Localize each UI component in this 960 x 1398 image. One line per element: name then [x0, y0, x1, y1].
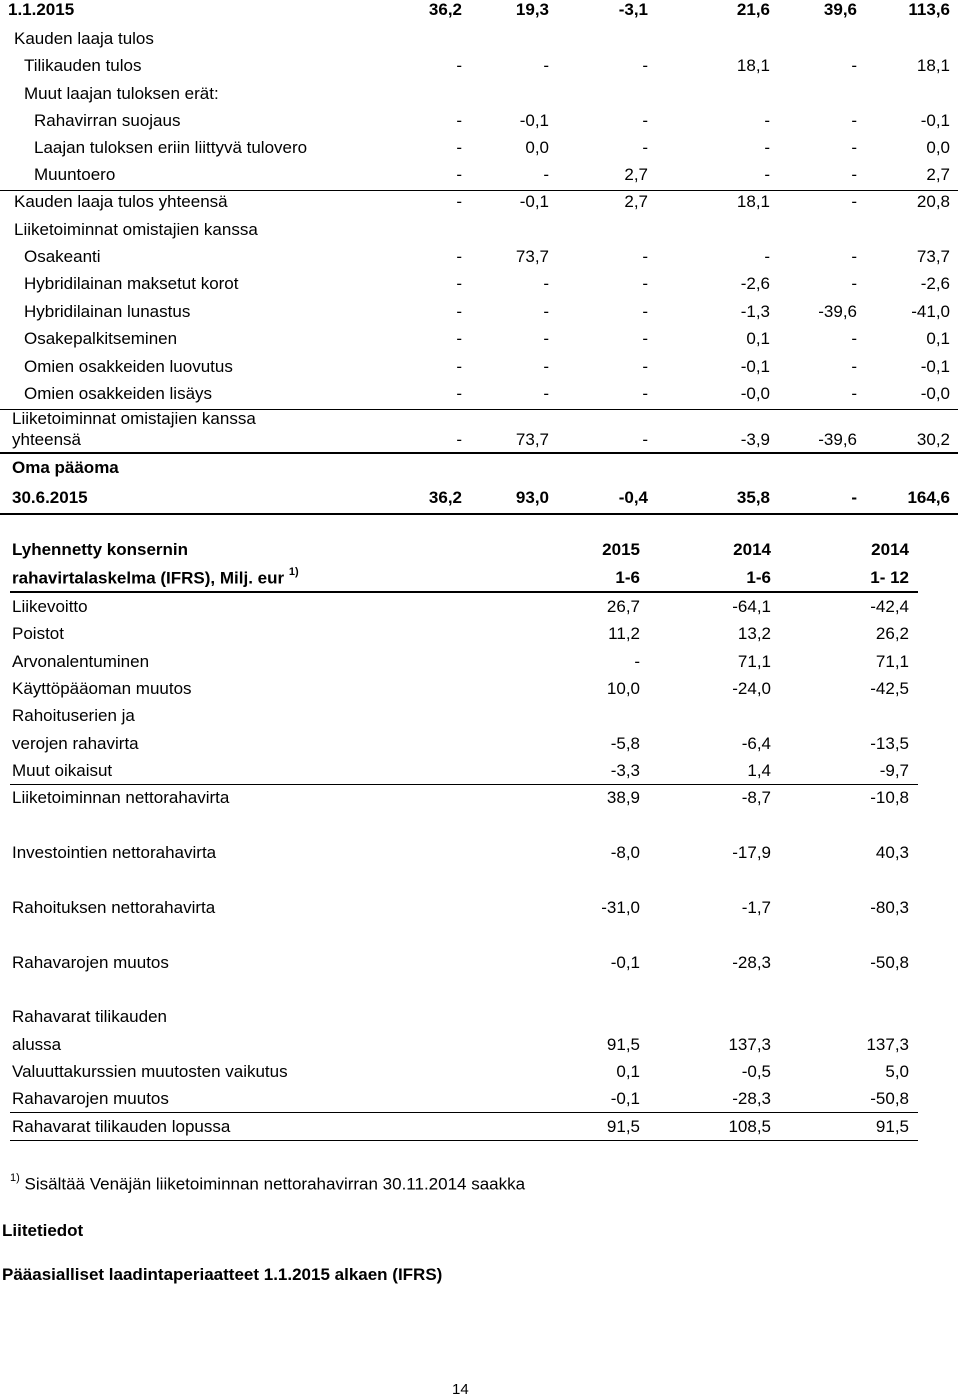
- page-number: 14: [452, 1381, 469, 1398]
- equity-cell-col-1: -: [456, 192, 462, 211]
- cashflow-cell-col-1: -8,0: [610, 843, 640, 862]
- equity-row: [0, 272, 958, 299]
- equity-row: [0, 136, 958, 163]
- equity-cell-col-6: 113,6: [908, 0, 950, 19]
- equity-row: [0, 355, 958, 382]
- cashflow-cell-col-1: -0,1: [610, 1089, 640, 1108]
- cashflow-cell-col-2: -8,7: [741, 788, 771, 807]
- equity-end-row: [0, 486, 958, 515]
- equity-cell-col-6: 164,6: [907, 488, 950, 507]
- equity-cell-col-2: -0,1: [519, 111, 549, 130]
- cashflow-cell-col-2: 1,4: [747, 761, 771, 780]
- cashflow-spacer-row: [10, 812, 918, 839]
- cashflow-row: [10, 757, 918, 785]
- cashflow-row: [10, 784, 918, 811]
- cashflow-cell-col-3: -42,4: [870, 597, 909, 616]
- cashflow-cell-col-1: 11,2: [608, 624, 640, 643]
- equity-row-label: Muuntoero: [34, 165, 116, 184]
- equity-label: Oma pääoma: [12, 458, 119, 477]
- cashflow-cell-col-2: 137,3: [728, 1035, 771, 1054]
- equity-cell-col-3: -: [642, 274, 648, 293]
- equity-cell-col-4: -: [764, 247, 770, 266]
- cashflow-cell-col-2: -28,3: [732, 953, 771, 972]
- cashflow-row-label: Liiketoiminnan nettorahavirta: [12, 788, 230, 807]
- equity-cell-col-6: 2,7: [926, 165, 950, 184]
- cashflow-cell-col-3: -10,8: [870, 788, 909, 807]
- cashflow-period-col-1: 1-6: [615, 568, 640, 587]
- cashflow-cell-col-3: -13,5: [870, 734, 909, 753]
- equity-row-label: Hybridilainan maksetut korot: [24, 274, 239, 293]
- cashflow-cell-col-2: 13,2: [737, 624, 771, 643]
- equity-cell-col-5: -: [851, 111, 857, 130]
- equity-cell-col-2: -0,1: [519, 192, 549, 211]
- equity-cell-col-4: -3,9: [740, 430, 770, 449]
- equity-row-label: Tilikauden tulos: [24, 56, 142, 75]
- equity-cell-col-3: -3,1: [618, 0, 648, 19]
- equity-cell-col-5: -: [851, 165, 857, 184]
- cashflow-row-label: Rahoituserien ja: [12, 706, 135, 725]
- equity-row-label: Omien osakkeiden lisäys: [24, 384, 213, 403]
- equity-cell-col-4: -0,1: [740, 357, 770, 376]
- equity-cell-col-2: -: [543, 329, 549, 348]
- equity-row: [0, 218, 958, 245]
- equity-cell-col-3: -0,4: [618, 488, 648, 507]
- cashflow-row-label: Rahavarojen muutos: [12, 1089, 169, 1108]
- cashflow-cell-col-2: 71,1: [737, 652, 771, 671]
- cashflow-cell-col-3: -42,5: [870, 679, 909, 698]
- equity-cell-col-3: -: [642, 111, 648, 130]
- equity-cell-col-4: 21,6: [736, 0, 770, 19]
- equity-cell-col-1: -: [456, 357, 462, 376]
- cashflow-cell-col-1: 0,1: [616, 1062, 640, 1081]
- equity-row: [0, 82, 958, 109]
- cashflow-row-label: Poistot: [12, 624, 64, 643]
- cashflow-row-label: Rahoituksen nettorahavirta: [12, 898, 216, 917]
- cashflow-row-label: Valuuttakurssien muutosten vaikutus: [12, 1062, 288, 1081]
- equity-cell-col-4: 18,1: [736, 56, 770, 75]
- cashflow-row-label: Rahavarat tilikauden: [12, 1007, 167, 1026]
- equity-cell-col-5: -: [851, 329, 857, 348]
- cashflow-cell-col-1: 26,7: [606, 597, 640, 616]
- equity-cell-col-6: 18,1: [916, 56, 950, 75]
- equity-total-label-line2: yhteensä: [12, 430, 81, 449]
- cashflow-cell-col-1: -3,3: [610, 761, 640, 780]
- equity-cell-col-5: -: [851, 488, 857, 507]
- equity-cell-col-3: -: [642, 357, 648, 376]
- equity-cell-col-3: 2,7: [624, 165, 648, 184]
- equity-total-label-line1: Liiketoiminnat omistajien kanssa: [12, 409, 256, 428]
- cashflow-row: [10, 949, 918, 976]
- cashflow-cell-col-2: -24,0: [732, 679, 771, 698]
- cashflow-row: [10, 648, 918, 675]
- cashflow-cell-col-2: -64,1: [732, 597, 771, 616]
- equity-row: [0, 0, 958, 20]
- equity-cell-col-4: -0,0: [740, 384, 770, 403]
- equity-cell-col-2: -: [543, 56, 549, 75]
- equity-cell-col-4: 35,8: [736, 488, 770, 507]
- cashflow-spacer-row: [10, 867, 918, 894]
- cashflow-cell-col-3: 91,5: [875, 1117, 909, 1136]
- equity-cell-col-6: -0,0: [920, 384, 950, 403]
- cashflow-cell-col-1: -: [634, 652, 640, 671]
- equity-row: [0, 382, 958, 410]
- cashflow-cell-col-2: -17,9: [732, 843, 771, 862]
- cashflow-cell-col-1: 91,5: [606, 1117, 640, 1136]
- equity-cell-col-2: 93,0: [515, 488, 549, 507]
- cashflow-cell-col-3: 137,3: [866, 1035, 909, 1054]
- equity-cell-col-3: -: [642, 302, 648, 321]
- cashflow-cell-col-3: -50,8: [870, 953, 909, 972]
- equity-cell-col-6: 73,7: [916, 247, 950, 266]
- cashflow-row: [10, 839, 918, 866]
- cashflow-row: [10, 730, 918, 757]
- cashflow-cell-col-3: 5,0: [885, 1062, 909, 1081]
- equity-cell-col-6: -2,6: [920, 274, 950, 293]
- equity-cell-col-3: -: [642, 430, 648, 449]
- cashflow-row: [10, 1085, 918, 1113]
- equity-cell-col-6: -0,1: [920, 111, 950, 130]
- cashflow-period-col-2: 1-6: [746, 568, 771, 587]
- equity-cell-col-1: 36,2: [428, 488, 462, 507]
- equity-cell-col-5: -: [851, 357, 857, 376]
- cashflow-period-col-3: 1- 12: [870, 568, 909, 587]
- cashflow-row-label: Rahavarojen muutos: [12, 953, 169, 972]
- cashflow-row-label: Investointien nettorahavirta: [12, 843, 217, 862]
- equity-cell-col-2: -: [543, 384, 549, 403]
- equity-cell-col-5: -: [851, 274, 857, 293]
- cashflow-cell-col-1: 10,0: [606, 679, 640, 698]
- equity-cell-col-5: -39,6: [818, 302, 857, 321]
- equity-row: [0, 163, 958, 191]
- cashflow-row: [10, 894, 918, 921]
- equity-cell-col-3: -: [642, 384, 648, 403]
- cashflow-cell-col-1: -31,0: [601, 898, 640, 917]
- equity-cell-col-3: -: [642, 329, 648, 348]
- cashflow-spacer-row: [10, 921, 918, 948]
- equity-cell-col-2: 0,0: [525, 138, 549, 157]
- equity-cell-col-4: -: [764, 111, 770, 130]
- cashflow-year-col-3: 2014: [871, 540, 909, 559]
- equity-cell-col-5: -: [851, 247, 857, 266]
- equity-row-label: Osakepalkitseminen: [24, 329, 178, 348]
- equity-cell-col-1: -: [456, 56, 462, 75]
- equity-cell-col-1: -: [456, 430, 462, 449]
- equity-row-label: Hybridilainan lunastus: [24, 302, 191, 321]
- equity-cell-col-4: 0,1: [746, 329, 770, 348]
- equity-cell-col-2: -: [543, 274, 549, 293]
- cashflow-cell-col-2: -1,7: [741, 898, 771, 917]
- cashflow-cell-col-3: -50,8: [870, 1089, 909, 1108]
- equity-cell-col-1: -: [456, 384, 462, 403]
- equity-cell-col-1: -: [456, 138, 462, 157]
- cashflow-cell-col-3: 71,1: [875, 652, 909, 671]
- footnote-text: Sisältää Venäjän liiketoiminnan nettorahavirran 30.11.2014 saakka: [24, 1174, 526, 1194]
- cashflow-title-text: rahavirtalaskelma (IFRS), Milj. eur: [12, 568, 285, 588]
- equity-row-label: Kauden laaja tulos yhteensä: [14, 192, 228, 211]
- cashflow-row: [10, 1031, 918, 1058]
- equity-cell-col-1: -: [456, 165, 462, 184]
- equity-row-label: Omien osakkeiden luovutus: [24, 357, 233, 376]
- cashflow-cell-col-1: 91,5: [606, 1035, 640, 1054]
- cashflow-spacer-row: [10, 976, 918, 1003]
- equity-cell-col-3: -: [642, 138, 648, 157]
- equity-row: [0, 190, 958, 217]
- equity-cell-col-5: -: [851, 56, 857, 75]
- equity-end-label: 30.6.2015: [12, 488, 88, 507]
- cashflow-row: [10, 1058, 918, 1085]
- equity-cell-col-2: 73,7: [515, 247, 549, 266]
- equity-cell-col-1: -: [456, 247, 462, 266]
- equity-row: [0, 245, 958, 272]
- cashflow-row-label: verojen rahavirta: [12, 734, 139, 753]
- equity-cell-col-4: -: [764, 165, 770, 184]
- equity-cell-col-1: 36,2: [428, 0, 462, 19]
- notes-heading: Liitetiedot: [2, 1221, 84, 1240]
- equity-cell-col-3: -: [642, 247, 648, 266]
- cashflow-row: [10, 1113, 918, 1141]
- equity-label-row: [0, 456, 958, 483]
- equity-row: [0, 27, 958, 54]
- equity-cell-col-6: 0,1: [926, 329, 950, 348]
- cashflow-row-label: Käyttöpääoman muutos: [12, 679, 192, 698]
- footnote: [10, 1174, 525, 1195]
- cashflow-row-label: Muut oikaisut: [12, 761, 113, 780]
- equity-row-label: 1.1.2015: [8, 0, 75, 19]
- cashflow-title-line2: [12, 568, 299, 589]
- equity-cell-col-2: -: [543, 165, 549, 184]
- equity-cell-col-5: -: [851, 384, 857, 403]
- equity-cell-col-6: 0,0: [926, 138, 950, 157]
- equity-cell-col-2: -: [543, 302, 549, 321]
- cashflow-cell-col-1: -5,8: [610, 734, 640, 753]
- cashflow-title-footnote-marker: 1): [288, 566, 299, 578]
- equity-row-label: Laajan tuloksen eriin liittyvä tulovero: [34, 138, 308, 157]
- equity-cell-col-1: -: [456, 111, 462, 130]
- cashflow-cell-col-3: -80,3: [870, 898, 909, 917]
- equity-cell-col-3: 2,7: [624, 192, 648, 211]
- equity-cell-col-6: -0,1: [920, 357, 950, 376]
- cashflow-row: [10, 593, 918, 620]
- cashflow-year-col-2: 2014: [733, 540, 771, 559]
- cashflow-header-row: [10, 536, 918, 563]
- equity-cell-col-2: -: [543, 357, 549, 376]
- equity-row: [0, 54, 958, 81]
- equity-total-row: [0, 408, 958, 454]
- principles-heading: Pääasialliset laadintaperiaatteet 1.1.2015 alkaen (IFRS): [2, 1265, 443, 1284]
- equity-row: [0, 327, 958, 354]
- cashflow-cell-col-1: -0,1: [610, 953, 640, 972]
- equity-cell-col-5: -39,6: [818, 430, 857, 449]
- equity-row-label: Muut laajan tuloksen erät:: [24, 84, 219, 103]
- cashflow-cell-col-2: -28,3: [732, 1089, 771, 1108]
- cashflow-row-label: Liikevoitto: [12, 597, 88, 616]
- cashflow-row-label: Rahavarat tilikauden lopussa: [12, 1117, 231, 1136]
- equity-cell-col-1: -: [456, 302, 462, 321]
- cashflow-row: [10, 620, 918, 647]
- cashflow-cell-col-3: -9,7: [879, 761, 909, 780]
- equity-row: [0, 300, 958, 327]
- equity-cell-col-4: -: [764, 138, 770, 157]
- cashflow-row: [10, 675, 918, 702]
- cashflow-row: [10, 702, 918, 729]
- equity-row-label: Kauden laaja tulos: [14, 29, 154, 48]
- cashflow-row: [10, 1003, 918, 1030]
- equity-cell-col-2: 19,3: [515, 0, 549, 19]
- equity-cell-col-6: -41,0: [911, 302, 950, 321]
- equity-cell-col-4: -2,6: [740, 274, 770, 293]
- equity-row-label: Liiketoiminnat omistajien kanssa: [14, 220, 258, 239]
- cashflow-cell-col-1: 38,9: [606, 788, 640, 807]
- equity-cell-col-5: 39,6: [823, 0, 857, 19]
- cashflow-cell-col-3: 26,2: [875, 624, 909, 643]
- equity-cell-col-4: 18,1: [736, 192, 770, 211]
- cashflow-title-line1: Lyhennetty konsernin: [12, 540, 189, 559]
- cashflow-year-col-1: 2015: [602, 540, 640, 559]
- cashflow-header-row-2: [10, 564, 918, 593]
- cashflow-cell-col-2: -6,4: [741, 734, 771, 753]
- equity-cell-col-1: -: [456, 329, 462, 348]
- equity-row: [0, 109, 958, 136]
- equity-cell-col-4: -1,3: [740, 302, 770, 321]
- cashflow-cell-col-2: -0,5: [741, 1062, 771, 1081]
- equity-row-label: Rahavirran suojaus: [34, 111, 181, 130]
- equity-cell-col-5: -: [851, 138, 857, 157]
- footnote-marker: 1): [10, 1172, 20, 1184]
- equity-cell-col-3: -: [642, 56, 648, 75]
- equity-cell-col-2: 73,7: [515, 430, 549, 449]
- equity-cell-col-6: 30,2: [916, 430, 950, 449]
- equity-cell-col-5: -: [851, 192, 857, 211]
- equity-cell-col-1: -: [456, 274, 462, 293]
- equity-row-label: Osakeanti: [24, 247, 101, 266]
- cashflow-cell-col-2: 108,5: [728, 1117, 771, 1136]
- cashflow-row-label: Arvonalentuminen: [12, 652, 150, 671]
- equity-cell-col-6: 20,8: [916, 192, 950, 211]
- cashflow-cell-col-3: 40,3: [875, 843, 909, 862]
- cashflow-row-label: alussa: [12, 1035, 62, 1054]
